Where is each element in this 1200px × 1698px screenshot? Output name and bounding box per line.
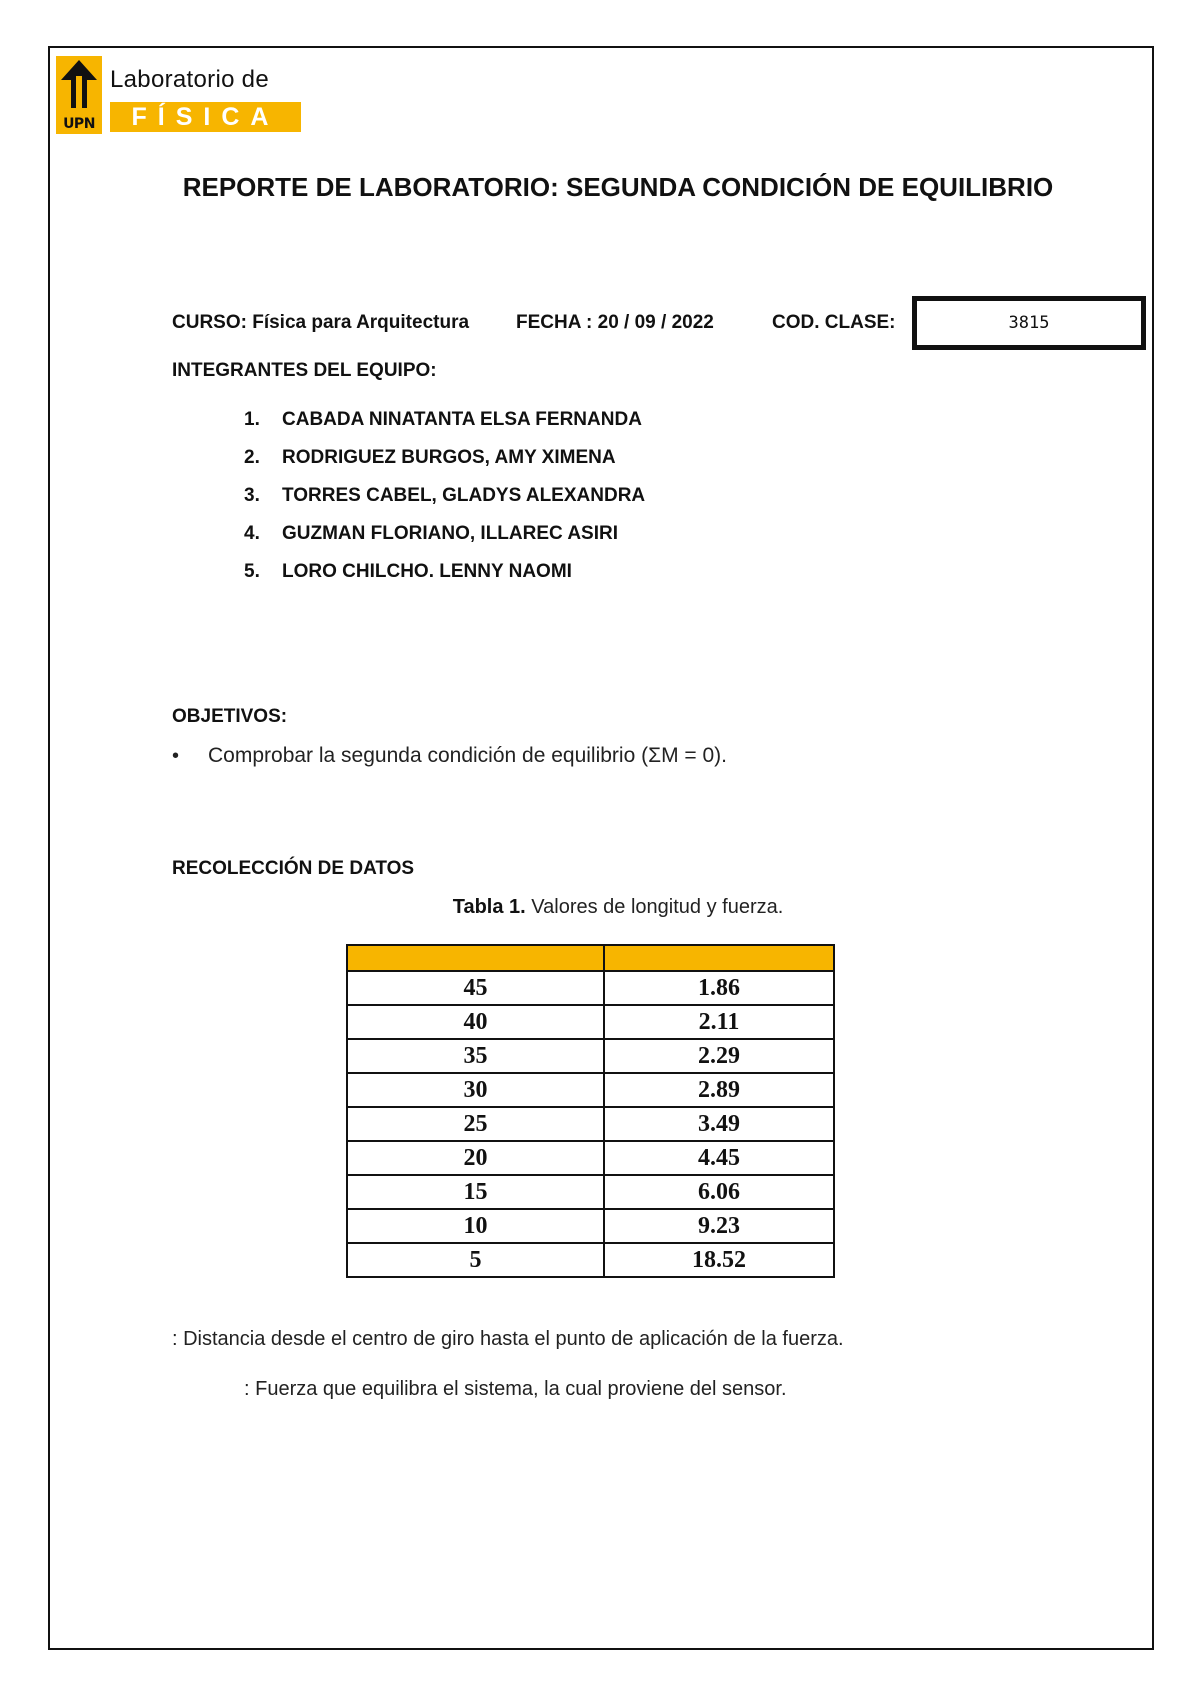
page-border xyxy=(48,46,1154,1650)
distance-cell: 5 xyxy=(347,1243,604,1277)
table-header-cell xyxy=(604,945,834,971)
distance-cell: 35 xyxy=(347,1039,604,1073)
table-row xyxy=(347,1005,834,1039)
data-section-label: RECOLECCIÓN DE DATOS xyxy=(172,858,415,879)
distance-cell: 10 xyxy=(347,1209,604,1243)
logo-abbreviation: UPN xyxy=(63,116,95,132)
class-code-field[interactable]: 3815 xyxy=(912,296,1146,350)
table-row xyxy=(347,1107,834,1141)
table-header-row xyxy=(347,945,834,971)
class-code-label: COD. CLASE: xyxy=(772,312,896,333)
force-cell: 6.06 xyxy=(604,1175,834,1209)
objective-item: • Comprobar la segunda condición de equilibrio (ΣM = 0). xyxy=(172,744,728,767)
report-title: REPORTE DE LABORATORIO: SEGUNDA CONDICIÓN DE EQUILIBRIO xyxy=(182,172,1054,202)
table-row xyxy=(347,971,834,1005)
table-row xyxy=(347,1175,834,1209)
table-row xyxy=(347,1209,834,1243)
force-cell: 2.11 xyxy=(604,1005,834,1039)
force-note: : Fuerza que equilibra el sistema, la cual proviene del sensor. xyxy=(244,1378,787,1400)
distance-note: : Distancia desde el centro de giro hasta el punto de aplicación de la fuerza. xyxy=(172,1328,844,1350)
force-cell: 9.23 xyxy=(604,1209,834,1243)
data-table xyxy=(346,944,835,1278)
table-header-cell xyxy=(347,945,604,971)
team-members-list xyxy=(244,408,645,598)
team-label: INTEGRANTES DEL EQUIPO: xyxy=(172,360,437,381)
distance-cell: 25 xyxy=(347,1107,604,1141)
logo-subtitle: FÍSICA xyxy=(110,102,301,132)
table-row xyxy=(347,1141,834,1175)
lab-logo xyxy=(56,56,301,136)
team-member: 2. RODRIGUEZ BURGOS, AMY XIMENA xyxy=(244,447,616,468)
table-caption: Tabla 1. Valores de longitud y fuerza. xyxy=(452,896,784,918)
logo-mark xyxy=(56,56,102,134)
table-row xyxy=(347,1073,834,1107)
table-row xyxy=(347,1243,834,1277)
team-member: 3. TORRES CABEL, GLADYS ALEXANDRA xyxy=(244,485,646,506)
team-member: 1. CABADA NINATANTA ELSA FERNANDA xyxy=(244,409,642,430)
course-name: CURSO: Física para Arquitectura xyxy=(172,312,470,333)
force-cell: 18.52 xyxy=(604,1243,834,1277)
force-cell: 3.49 xyxy=(604,1107,834,1141)
bullet-icon: • xyxy=(172,745,180,767)
team-member: 4. GUZMAN FLORIANO, ILLAREC ASIRI xyxy=(244,523,618,544)
logo-title: Laboratorio de xyxy=(110,66,269,93)
table-row xyxy=(347,1039,834,1073)
force-cell: 2.89 xyxy=(604,1073,834,1107)
distance-cell: 30 xyxy=(347,1073,604,1107)
force-cell: 1.86 xyxy=(604,971,834,1005)
report-date: FECHA : 20 / 09 / 2022 xyxy=(516,312,714,333)
distance-cell: 40 xyxy=(347,1005,604,1039)
distance-cell: 20 xyxy=(347,1141,604,1175)
upward-arrow-icon xyxy=(59,58,99,110)
course-info-line xyxy=(172,312,896,334)
force-cell: 4.45 xyxy=(604,1141,834,1175)
objectives-label: OBJETIVOS: xyxy=(172,706,288,727)
distance-cell: 15 xyxy=(347,1175,604,1209)
force-cell: 2.29 xyxy=(604,1039,834,1073)
distance-cell: 45 xyxy=(347,971,604,1005)
team-member: 5. LORO CHILCHO. LENNY NAOMI xyxy=(244,561,572,582)
